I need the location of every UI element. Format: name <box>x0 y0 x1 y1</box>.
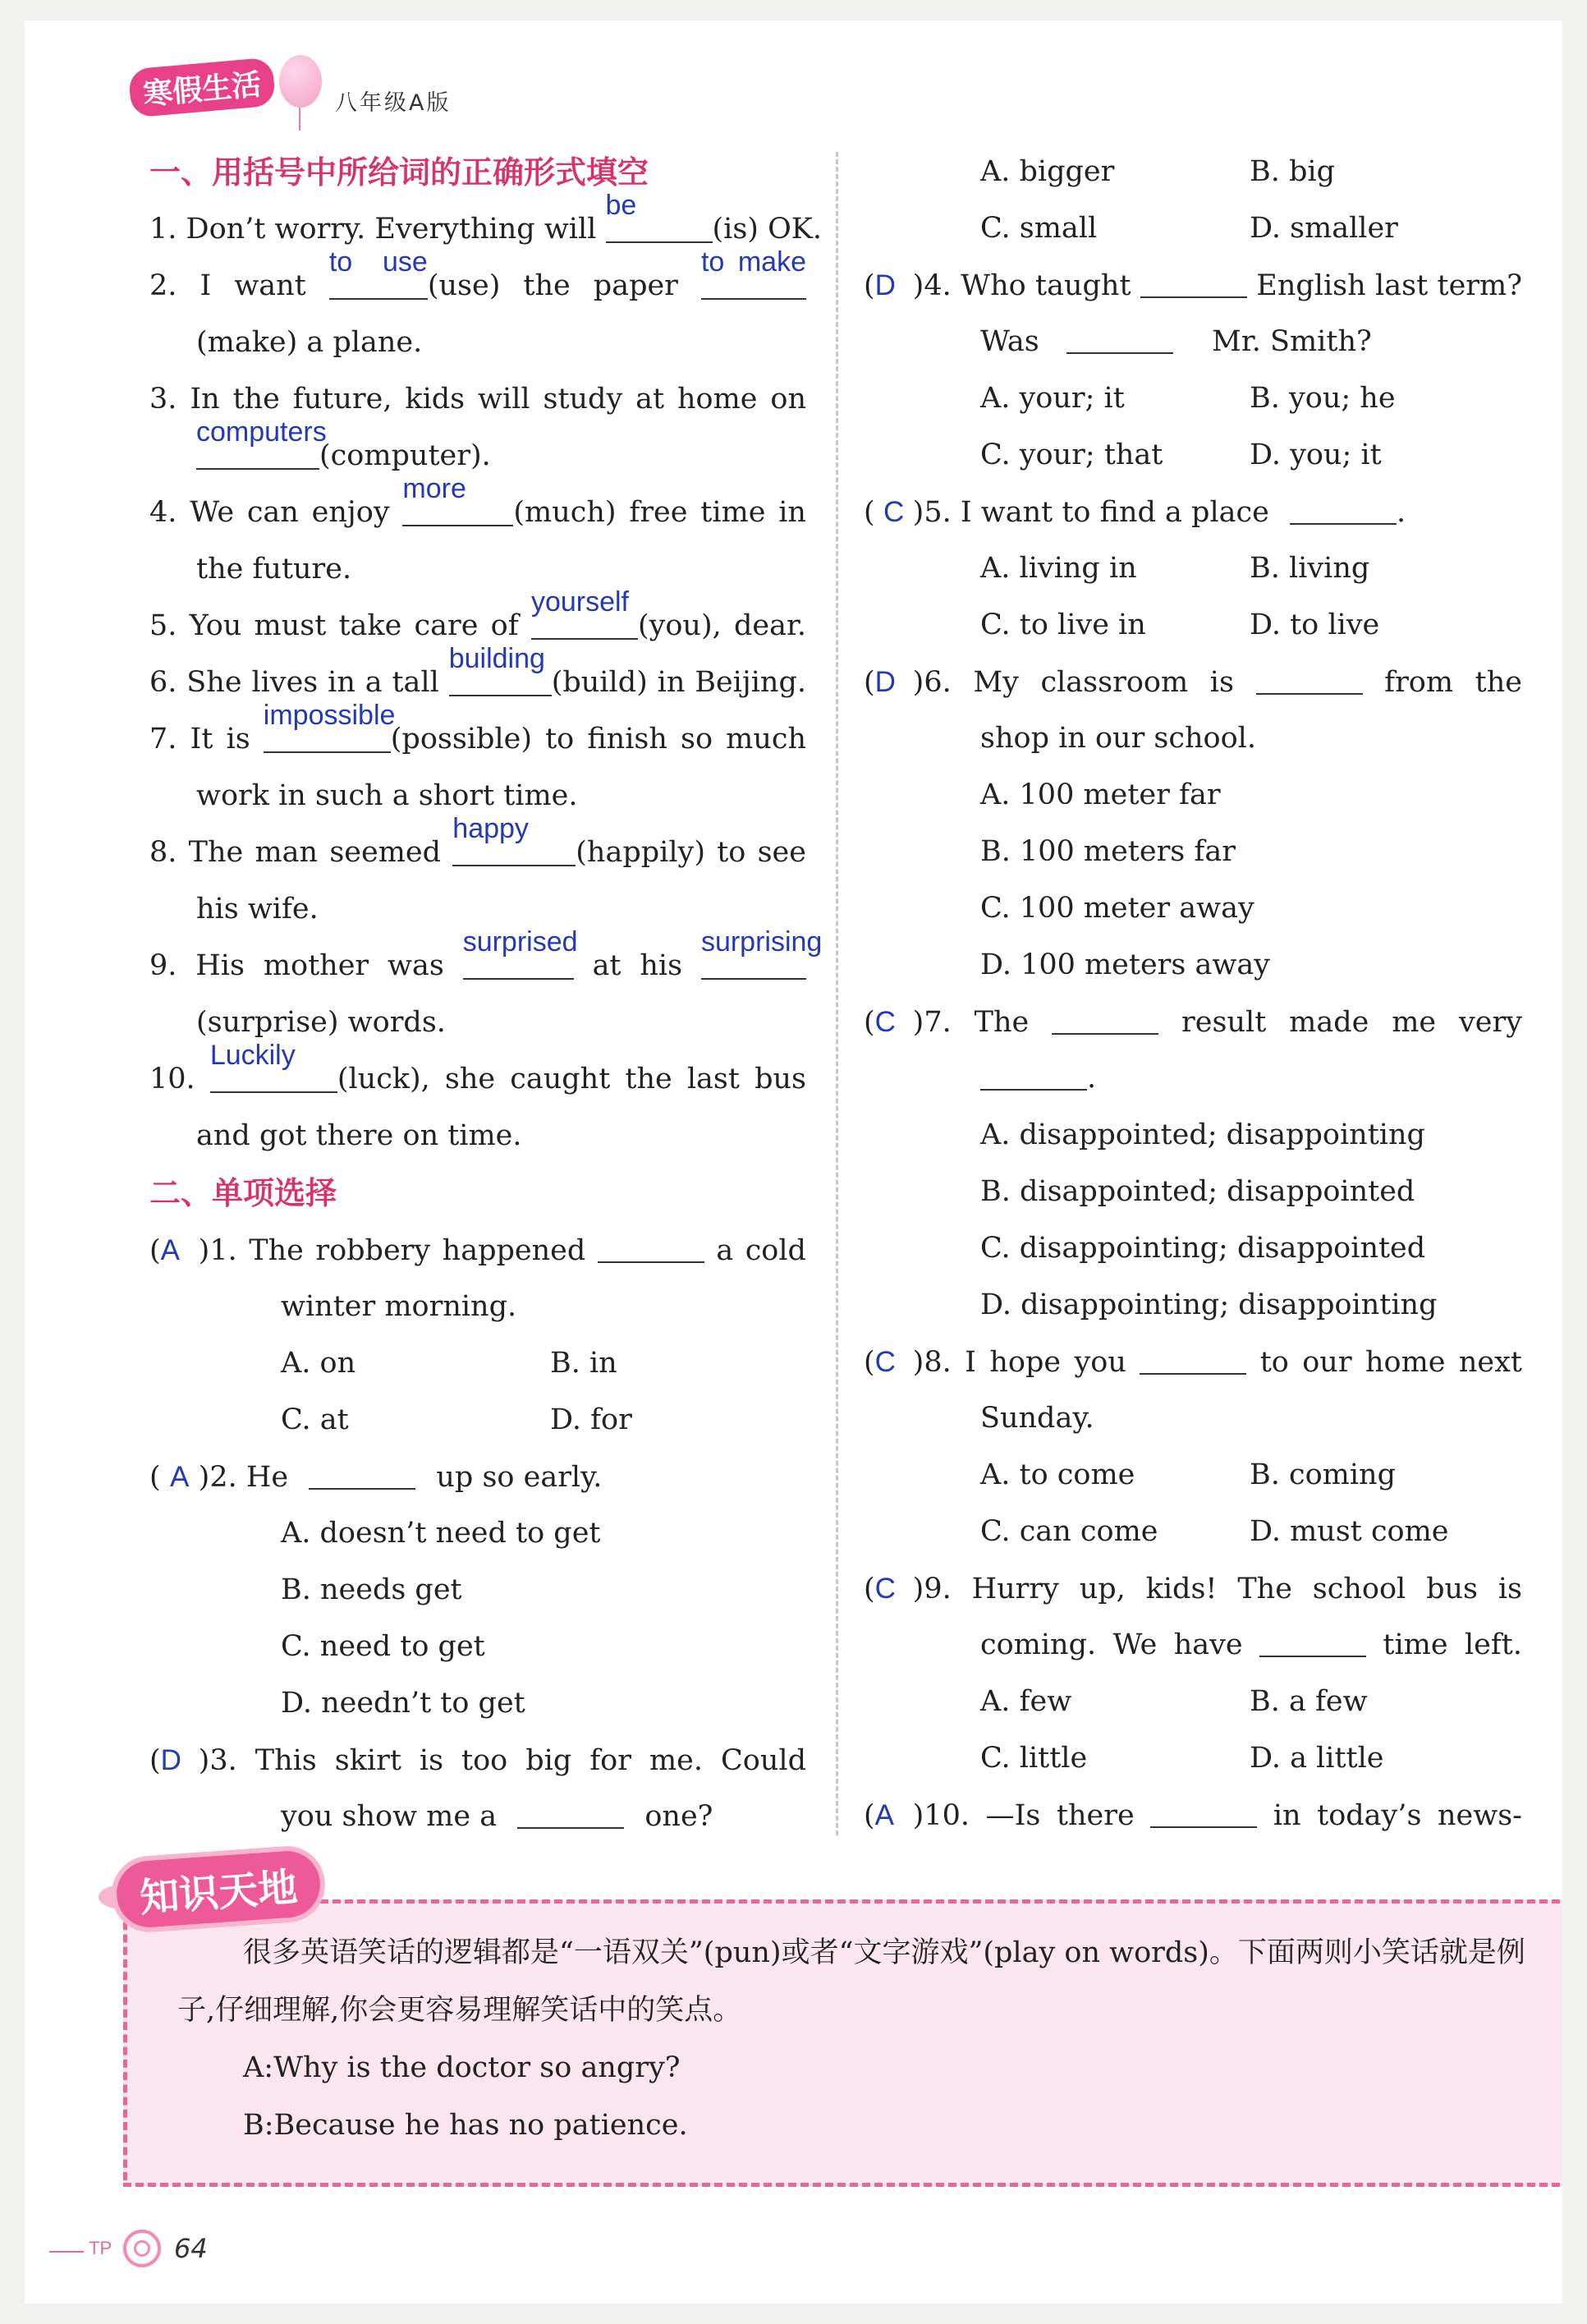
options-row: A. your; it B. you; he <box>980 382 1396 415</box>
choice-question-1: (A )1. The robbery happened a cold <box>149 1234 806 1267</box>
section2-title: 二、单项选择 <box>149 1175 337 1211</box>
page-footer <box>49 2230 213 2271</box>
options-row: A. bigger B. big <box>980 155 1335 188</box>
options-row: C. little D. a little <box>980 1742 1384 1775</box>
dialogue-b: B:Because he has no patience. <box>243 2109 688 2142</box>
choice-question-3: (D )3. This skirt is too big for me. Could <box>149 1744 806 1777</box>
fill-question-10: 10. Luckily (luck), she caught the last bus <box>149 1040 806 1095</box>
fill-question-5: 5. You must take care of yourself (you), dear. <box>149 586 806 642</box>
knowledge-box-left-border <box>123 1909 127 2180</box>
choice-question-6: (D )6. My classroom is from the <box>864 666 1522 699</box>
knowledge-paragraph: 很多英语笑话的逻辑都是“一语双关”(pun)或者“文字游戏”(play on words)。下面两则小笑话就是例子,仔细理解,你会更容易理解笑话中的笑点。 <box>177 1936 1525 2027</box>
options-row: C. can come D. must come <box>980 1515 1449 1548</box>
answer-blank: surprising <box>701 942 806 980</box>
choice-question-2: ( A )2. He up so early. <box>149 1461 603 1494</box>
choice-question-8: (C )8. I hope you to our home next <box>864 1346 1522 1379</box>
fill-question-9: 9. His mother was surprised at his surprising <box>149 926 823 982</box>
sun-icon <box>123 2230 161 2267</box>
knowledge-title: 知识天地 <box>114 1849 322 1929</box>
answer-blank: computers <box>196 432 319 470</box>
options-row: A. to come B. coming <box>980 1458 1396 1491</box>
answer-blank: impossible <box>264 715 391 753</box>
footer-tp: TP <box>89 2238 112 2258</box>
fill-question-6: 6. She lives in a tall building (build) in Beijing. <box>149 643 806 699</box>
options-row: A. on B. in <box>281 1347 617 1380</box>
answer-blank: more <box>402 489 513 526</box>
header-logo <box>130 55 343 121</box>
options-row: C. to live in D. to live <box>980 609 1380 641</box>
answer-blank: to make <box>701 262 806 300</box>
knowledge-text <box>177 1924 1532 2154</box>
answer-blank: building <box>449 659 552 696</box>
fill-question-3: 3. In the future, kids will study at home on <box>149 383 806 416</box>
answer-blank: Luckily <box>210 1055 337 1093</box>
answer-blank: surprised <box>463 942 574 980</box>
fill-question-8: 8. The man seemed happy (happily) to see <box>149 813 806 869</box>
answer-blank: to use <box>329 262 428 300</box>
right-column: A. bigger B. big C. small D. smaller (D )4. Who taught English last term? Was Mr. Smith? A. your; it B. you; he C. your; that D. you; it ( C )5. I want to find a place . A. living in B. living C. to live in D. to live (D )6. My classroom is from the shop in our school. A. 100 meter far B. 100 meters far C. 100 meter away D. 100 meters away (C )7. The result made me very . A. disappointed; disappointing B. disappointed; disappointed C. disappointing; disappointed D. disappointing; disappointing (C )8. I hope you to our home next Sunday. A. to come B. coming C. can come D. must come (C )9. Hurry up, kids! The school bus is coming. We have time left. A. few B. a few C. little D. a little (A )10. —Is there in today’s news- <box>864 144 1522 1844</box>
workbook-page <box>25 21 1562 2303</box>
column-divider <box>836 152 838 1835</box>
page-number: 64 <box>174 2233 208 2264</box>
left-column: 一、用括号中所给词的正确形式填空 1. Don’t worry. Everything will be (is) OK. 2. I want to use (use) the paper to make (make) a plane. 3. In the future, kids will study at home on computers (computer). 4. We can enjoy more (much) free time in the future. 5. You must take care of yourself (you), dear. 6. She lives in a tall building (build) in Beijing. 7. It is impossible (possible) to finish so much work in such a short time. 8. The man seemed happy (happily) to see his wife. 9. His mother was surprised at his surprising (surprise) words. 10. Luckily (luck), she caught the last bus and got there on time. 二、单项选择 (A )1. The robbery happened a cold winter morning. A. on B. in C. at D. for ( A )2. He up so early. A. doesn’t need to get B. needs get C. need to get D. needn’t to get (D )3. This skirt is too big for me. Could you show me a one? <box>149 144 806 1845</box>
fill-question-1: 1. Don’t worry. Everything will be (is) OK. <box>149 190 823 246</box>
options-row: A. few B. a few <box>980 1685 1368 1718</box>
choice-question-9: (C )9. Hurry up, kids! The school bus is <box>864 1573 1522 1605</box>
options-row: A. living in B. living <box>980 552 1370 585</box>
choice-question-4: (D )4. Who taught English last term? <box>864 269 1522 302</box>
balloon-string <box>299 108 300 131</box>
logo-text: 寒假生活 <box>128 57 276 117</box>
balloon-icon <box>279 55 322 108</box>
dialogue-a: A:Why is the doctor so angry? <box>243 2051 681 2084</box>
grade-label: 八年级A版 <box>335 90 452 116</box>
choice-question-10: (A )10. —Is there in today’s news- <box>864 1799 1522 1832</box>
fill-question-4: 4. We can enjoy more (much) free time in <box>149 473 806 529</box>
fill-question-7: 7. It is impossible (possible) to finish so much <box>149 700 807 756</box>
fill-question-2: 2. I want to use (use) the paper to make <box>149 246 806 302</box>
choice-question-7: (C )7. The result made me very <box>864 1006 1522 1039</box>
section1-title: 一、用括号中所给词的正确形式填空 <box>149 154 649 191</box>
answer-blank: yourself <box>531 602 638 640</box>
options-row: C. small D. smaller <box>980 212 1398 245</box>
options-row: C. your; that D. you; it <box>980 439 1382 471</box>
choice-question-5: ( C )5. I want to find a place . <box>864 496 1406 529</box>
answer-blank: happy <box>452 829 576 866</box>
answer-blank: be <box>606 205 713 243</box>
options-row: C. at D. for <box>281 1403 632 1436</box>
